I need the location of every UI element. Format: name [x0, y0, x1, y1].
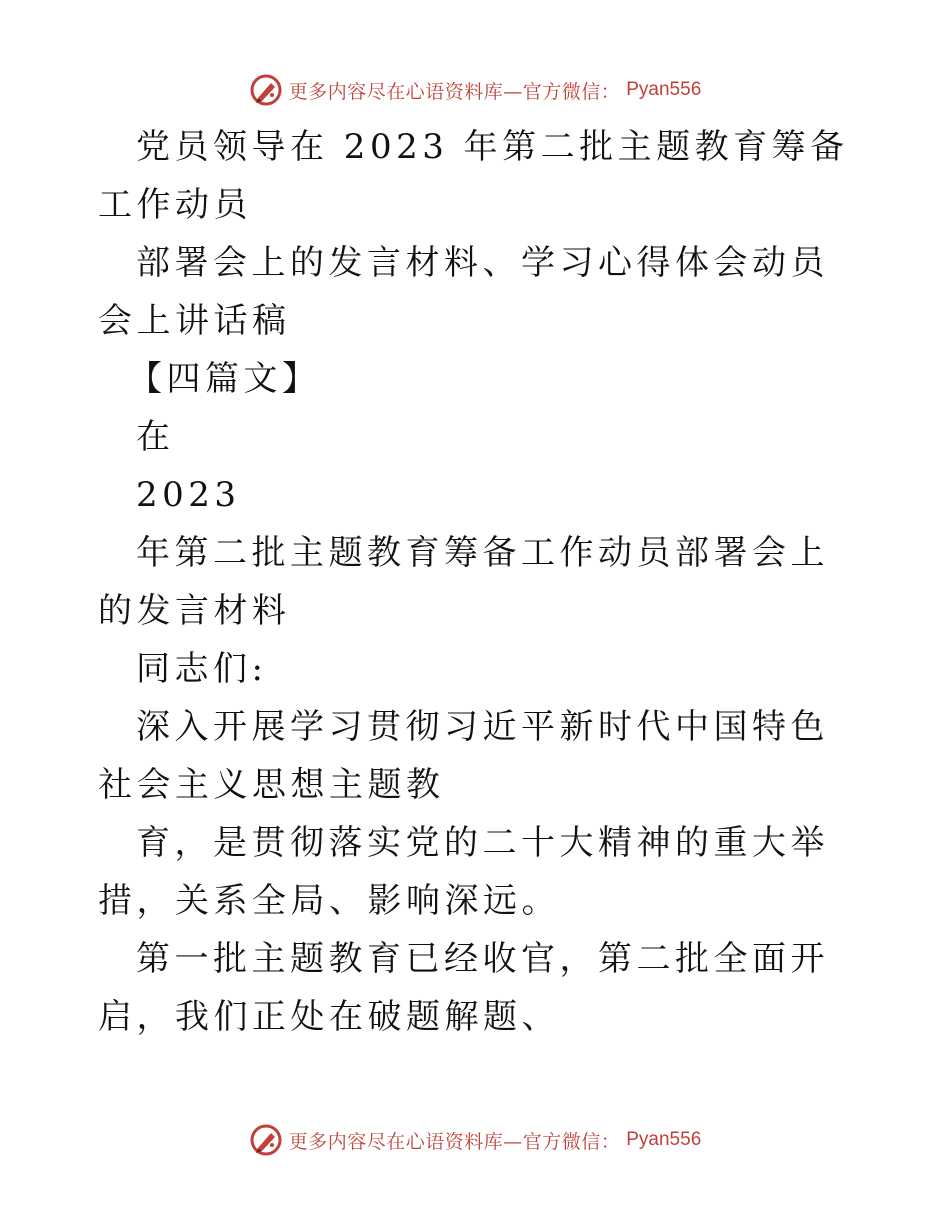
body-paragraph: 深入开展学习贯彻习近平新时代中国特色社会主义思想主题教	[98, 707, 829, 805]
watermark-text: 更多内容尽在心语资料库—官方微信：	[288, 1130, 621, 1153]
title-line-1: 党员领导在 2023 年第二批主题教育筹备工作动员	[98, 127, 849, 225]
body-paragraph: 育，是贯彻落实党的二十大精神的重大举措，关系全局、影响深远。	[98, 823, 829, 921]
title-line-2: 部署会上的发言材料、学习心得体会动员会上讲话稿	[98, 243, 829, 341]
pen-logo-icon	[249, 1123, 283, 1157]
section-heading-part-3: 年第二批主题教育筹备工作动员部署会上的发言材料	[98, 533, 829, 631]
section-heading-part-1: 在	[136, 417, 175, 457]
watermark-wechat-id: Pyan556	[626, 1129, 702, 1150]
pen-logo-icon	[249, 73, 283, 107]
title-tag: 【四篇文】	[128, 359, 321, 399]
section-heading-part-2: 2023	[136, 475, 241, 515]
watermark-text: 更多内容尽在心语资料库—官方微信：	[288, 80, 621, 103]
document-body	[98, 118, 858, 1046]
header-watermark	[0, 70, 950, 110]
salutation: 同志们:	[136, 649, 268, 689]
body-paragraph: 第一批主题教育已经收官，第二批全面开启，我们正处在破题解题、	[98, 939, 829, 1037]
footer-watermark	[0, 1120, 950, 1160]
watermark-wechat-id: Pyan556	[626, 79, 702, 100]
